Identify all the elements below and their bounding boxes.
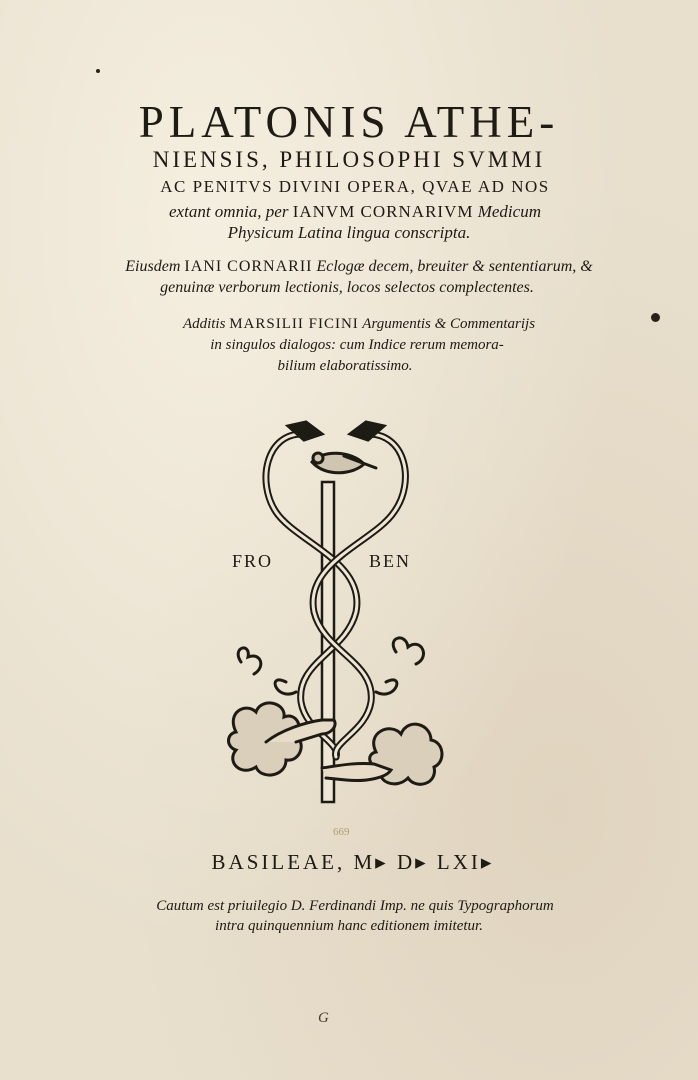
printer-device-right-word: BEN [369, 551, 411, 571]
additions-author: MARSILII FICINI [229, 316, 359, 332]
ink-speck [651, 313, 660, 322]
additions-line-2: in singulos dialogos: cum Indice rerum memora- [210, 337, 504, 353]
additions-line-1 [10, 316, 698, 333]
title-line-3: AC PENITVS DIVINI OPERA, QVAE AD NOS [160, 177, 550, 196]
additions-line-3: bilium elaboratissimo. [277, 358, 413, 374]
title-line-1: PLATONIS ATHE- [138, 97, 560, 147]
show-through [59, 470, 67, 500]
additions-text: Argumentis & Commentarijs [362, 316, 536, 332]
signature-mark: G [318, 1010, 329, 1026]
title-line-5: Physicum Latina lingua conscripta. [227, 223, 471, 242]
title-line-4-prefix: extant omnia, per [169, 202, 289, 221]
subtitle-line-2: genuinæ verborum lectionis, locos selectos complectentes. [160, 279, 534, 296]
imprint-line: BASILEAE, M▸ D▸ LXI▸ [211, 850, 495, 874]
privilege-line-2: intra quinquennium hanc editionem imitetur. [215, 918, 483, 934]
subtitle-author: IANI CORNARII [184, 258, 313, 275]
additions-prefix: Additis [182, 316, 226, 332]
author-name: IANVM CORNARIVM [292, 202, 474, 221]
ink-speck [96, 69, 100, 73]
subtitle-prefix: Eiusdem [125, 258, 181, 275]
pencil-note: 669 [333, 826, 350, 838]
printer-device-caduceus [226, 412, 446, 817]
title-line-2: NIENSIS, PHILOSOPHI SVMMI [152, 147, 546, 172]
title-line-4 [6, 202, 698, 222]
subtitle-line-1 [10, 258, 698, 276]
subtitle-text: Eclogæ decem, breuiter & sententiarum, & [316, 258, 593, 275]
privilege-line-1: Cautum est priuilegio D. Ferdinandi Imp. ne quis Typographorum [156, 898, 554, 914]
printer-device-left-word: FRO [232, 551, 274, 571]
title-line-4-suffix: Medicum [477, 202, 541, 221]
